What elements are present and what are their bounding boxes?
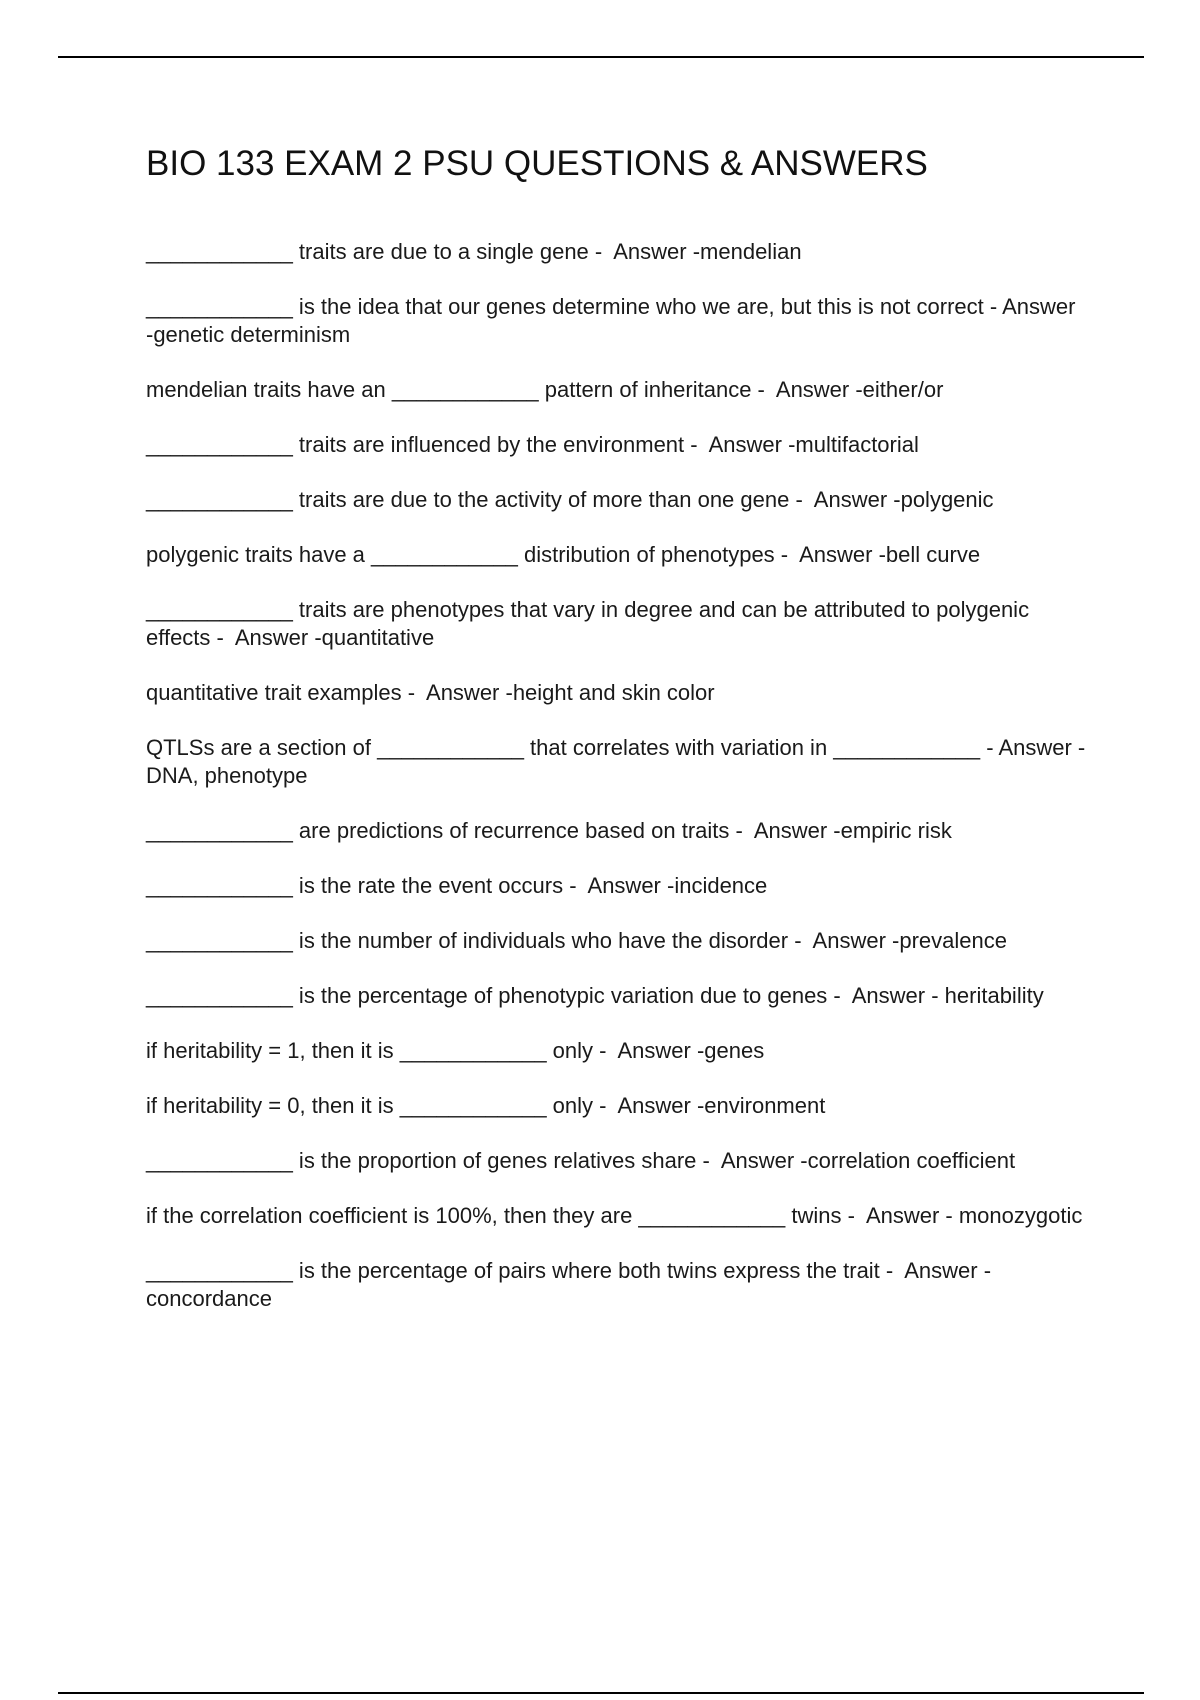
qa-item: if heritability = 1, then it is ____________ only - Answer -genes: [146, 1038, 765, 1063]
document-title: BIO 133 EXAM 2 PSU QUESTIONS & ANSWERS: [146, 144, 928, 183]
qa-item: quantitative trait examples - Answer -height and skin color: [146, 680, 715, 705]
qa-item: ____________ is the rate the event occurs - Answer -incidence: [146, 873, 768, 898]
qa-list: [146, 238, 1086, 1313]
qa-item: ____________ traits are due to the activity of more than one gene - Answer -polygenic: [146, 487, 994, 512]
qa-item: ____________ is the idea that our genes determine who we are, but this is not correct - Answer -genetic determinism: [146, 294, 1082, 347]
qa-item: ____________ is the number of individuals who have the disorder - Answer -prevalence: [146, 928, 1007, 953]
qa-item: if heritability = 0, then it is ____________ only - Answer -environment: [146, 1093, 826, 1118]
qa-item: QTLSs are a section of ____________ that correlates with variation in ____________ - Answer -DNA, phenotype: [146, 735, 1086, 788]
top-rule: [58, 56, 1144, 58]
qa-item: ____________ traits are phenotypes that vary in degree and can be attributed to polygenic effects - Answer -quantitative: [146, 597, 1036, 650]
qa-item: ____________ traits are influenced by the environment - Answer -multifactorial: [146, 432, 919, 457]
qa-item: ____________ is the proportion of genes relatives share - Answer -correlation coefficient: [146, 1148, 1016, 1173]
qa-item: polygenic traits have a ____________ distribution of phenotypes - Answer -bell curve: [146, 542, 981, 567]
qa-item: mendelian traits have an ____________ pattern of inheritance - Answer -either/or: [146, 377, 944, 402]
qa-item: if the correlation coefficient is 100%, then they are ____________ twins - Answer - monozygotic: [146, 1203, 1083, 1228]
qa-item: ____________ is the percentage of phenotypic variation due to genes - Answer - heritability: [146, 983, 1044, 1008]
bottom-rule: [58, 1692, 1144, 1694]
qa-item: ____________ traits are due to a single gene - Answer -mendelian: [146, 239, 802, 264]
qa-item: ____________ are predictions of recurrence based on traits - Answer -empiric risk: [146, 818, 952, 843]
document-body: [146, 142, 1086, 1340]
qa-item: ____________ is the percentage of pairs where both twins express the trait - Answer - concordance: [146, 1258, 998, 1311]
